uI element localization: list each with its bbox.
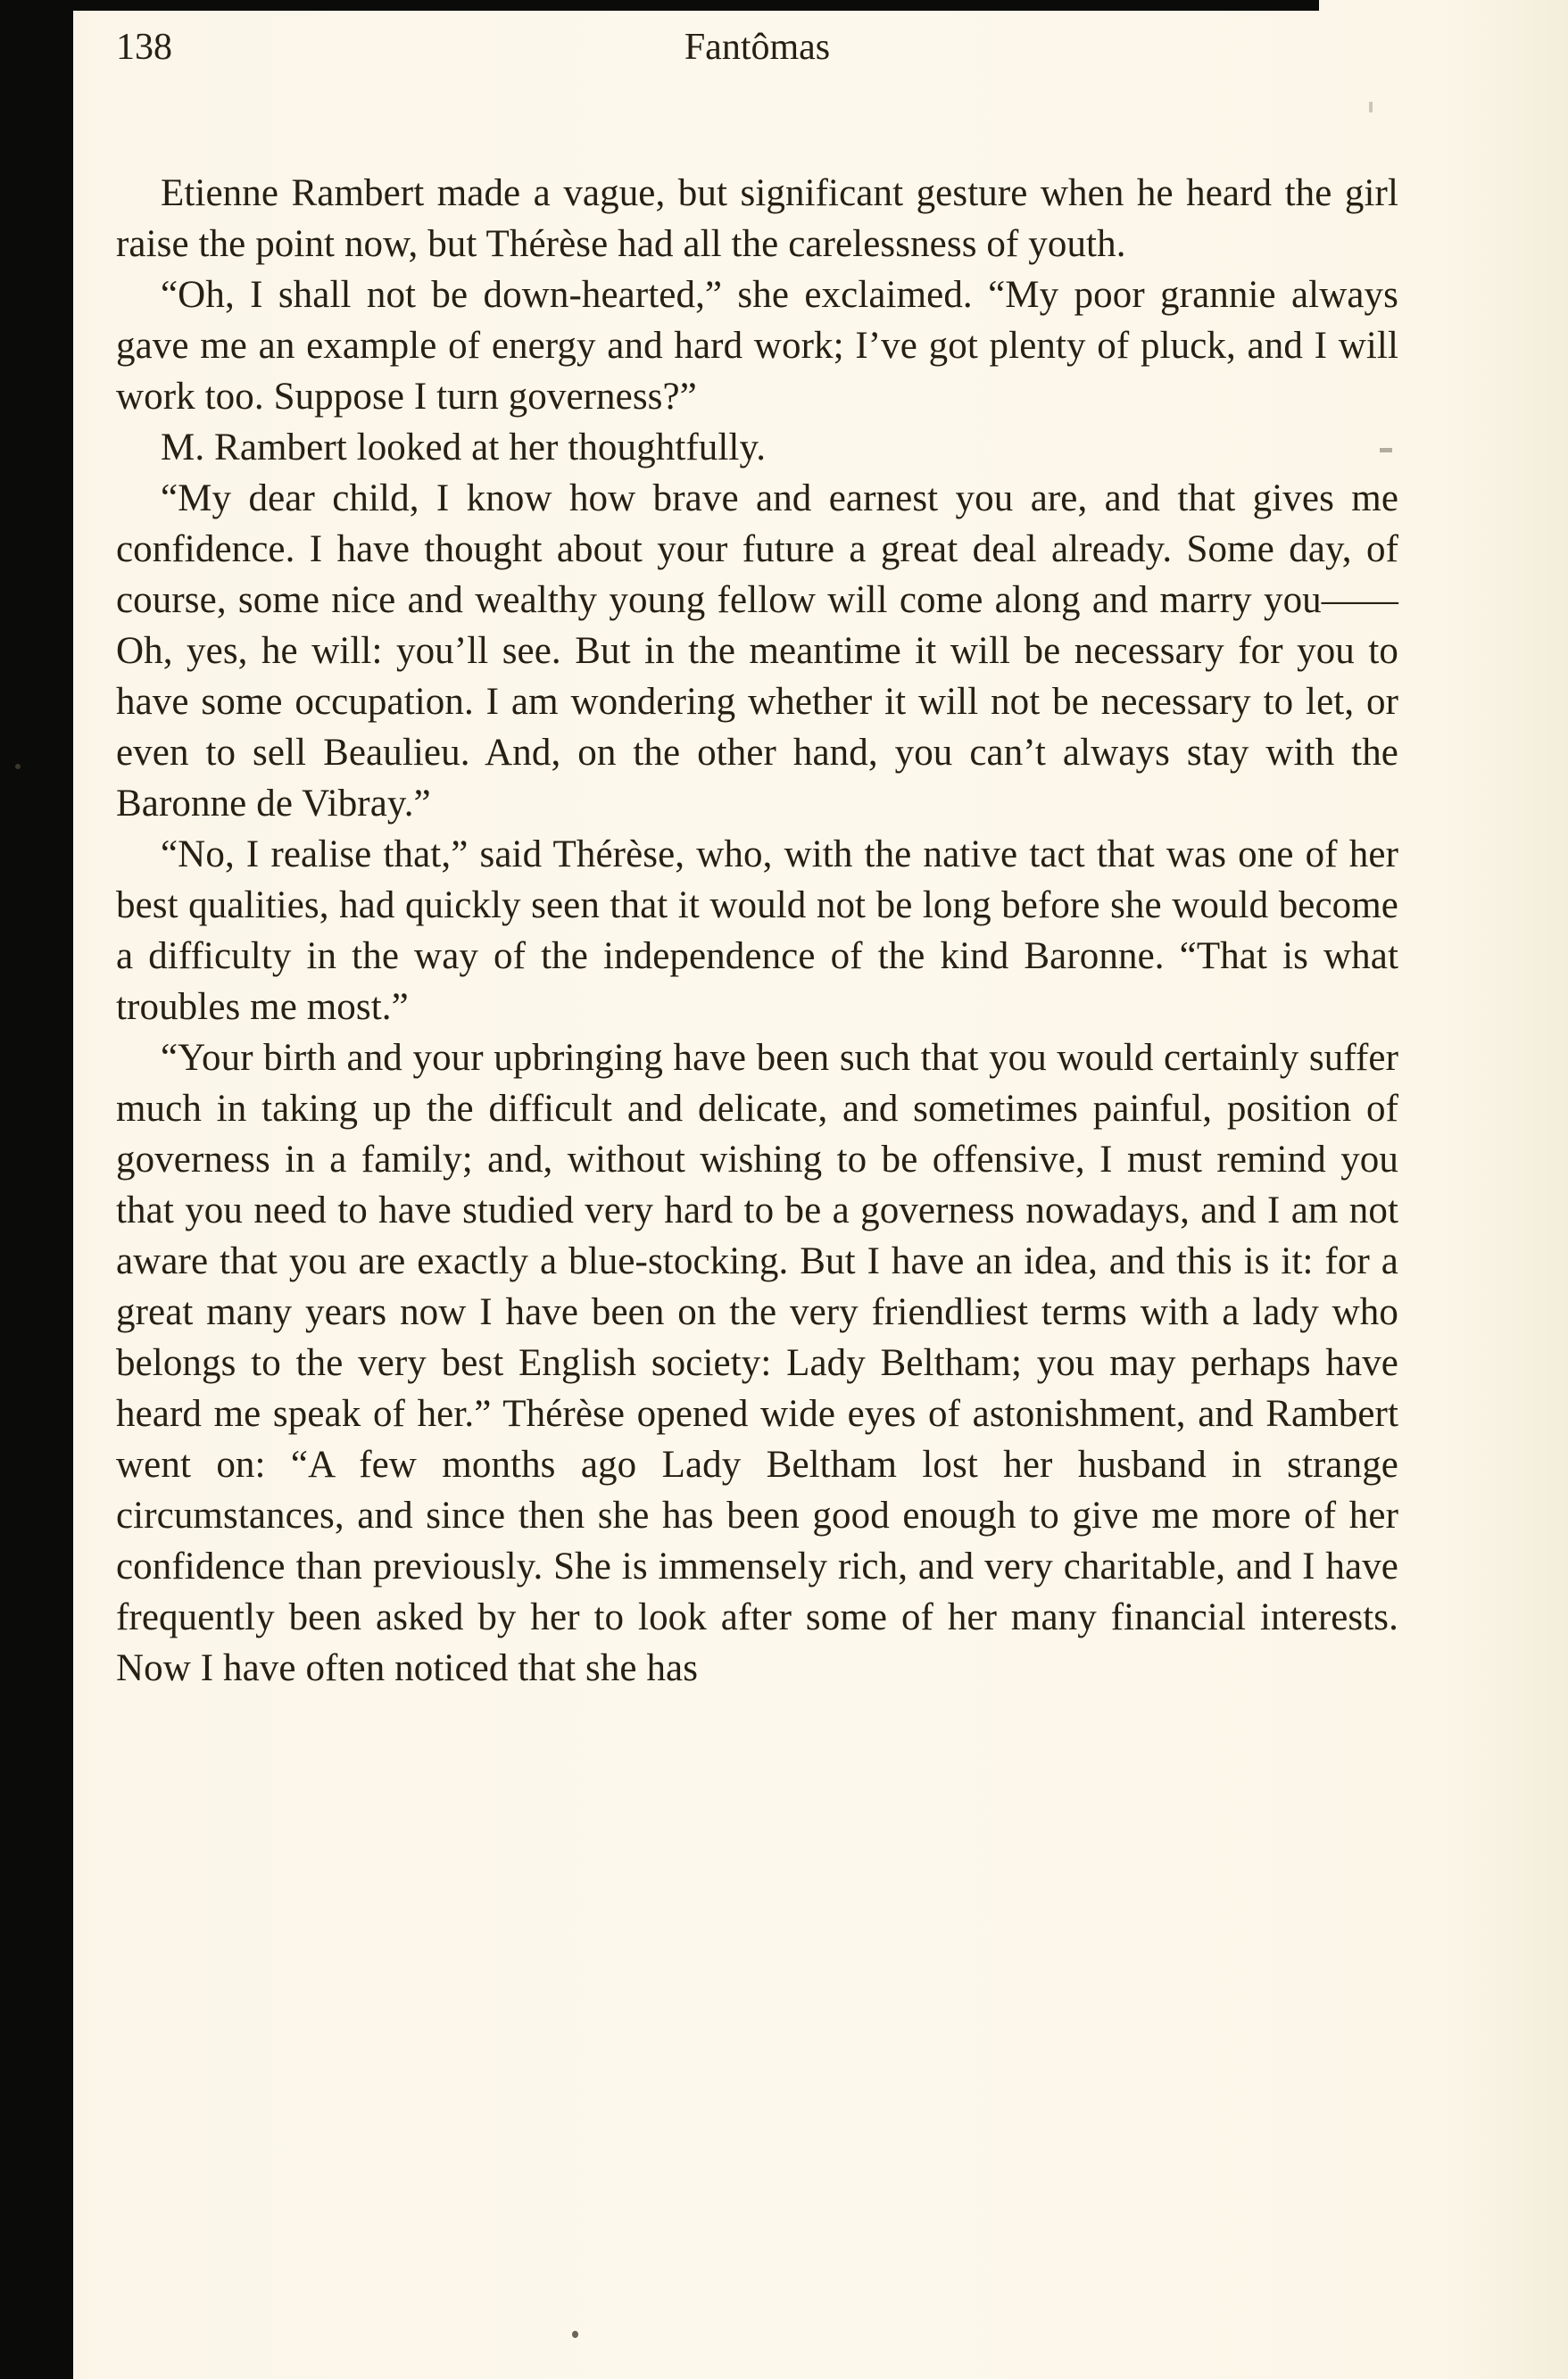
page-header [116,23,1398,71]
paragraph: Etienne Rambert made a vague, but significant gesture when he heard the girl raise the point now, but Thérèse had all the carelessness of youth. [116,172,1398,265]
page-number: 138 [116,27,172,68]
text-block [116,168,1398,1694]
page-content [116,23,1398,1694]
scan-edge-top [0,0,1319,11]
running-title: Fantômas [684,27,831,68]
paragraph: M. Rambert looked at her thoughtfully. [161,427,767,468]
scan-mark [15,764,21,769]
paragraph: “No, I realise that,” said Thérèse, who, with the native tact that was one of her best qualities, had quickly seen that it would not be long before she would become a difficulty in the way of the independence of the kind Baronne. “That is what troubles me most.” [116,833,1398,1028]
paragraph: “Oh, I shall not be down-hearted,” she exclaimed. “My poor grannie always gave me an example of energy and hard work; I’ve got plenty of pluck, and I will work too. Suppose I turn governess?” [116,274,1398,418]
paragraph: “Your birth and your upbringing have been such that you would certainly suffer much in taking up the difficult and delicate, and sometimes painful, position of governess in a family; and, without wishing to be offensive, I must remind you that you need to have studied very hard to be a governess nowadays, and I am not aware that you are exactly a blue-stocking. But I have an idea, and this is it: for a great many years now I have been on the very friendliest terms with a lady who belongs to the very best English society: Lady Beltham; you may perhaps have heard me speak of her.” Thérèse opened wide eyes of astonishment, and Rambert went on: “A few months ago Lady Beltham lost her husband in strange circumstances, and since then she has been good enough to give me more of her confidence than previously. She is immensely rich, and very charitable, and I have frequently been asked by her to look after some of her many financial interests. Now I have often noticed that she has [116,1037,1398,1689]
scan-edge-left [0,0,73,2379]
scan-mark [572,2331,578,2338]
scan-mark [1369,102,1373,112]
paragraph: “My dear child, I know how brave and earnest you are, and that gives me confidence. I have thought about your future a great deal already. Some day, of course, some nice and wealthy young fellow will come along and marry you—— Oh, yes, he will: you’ll see. But in the meantime it will be necessary for you to have some occupation. I am wondering whether it will not be necessary to let, or even to sell Beaulieu. And, on the other hand, you can’t always stay with the Baronne de Vibray.” [116,477,1398,825]
scan-mark [1380,448,1392,452]
